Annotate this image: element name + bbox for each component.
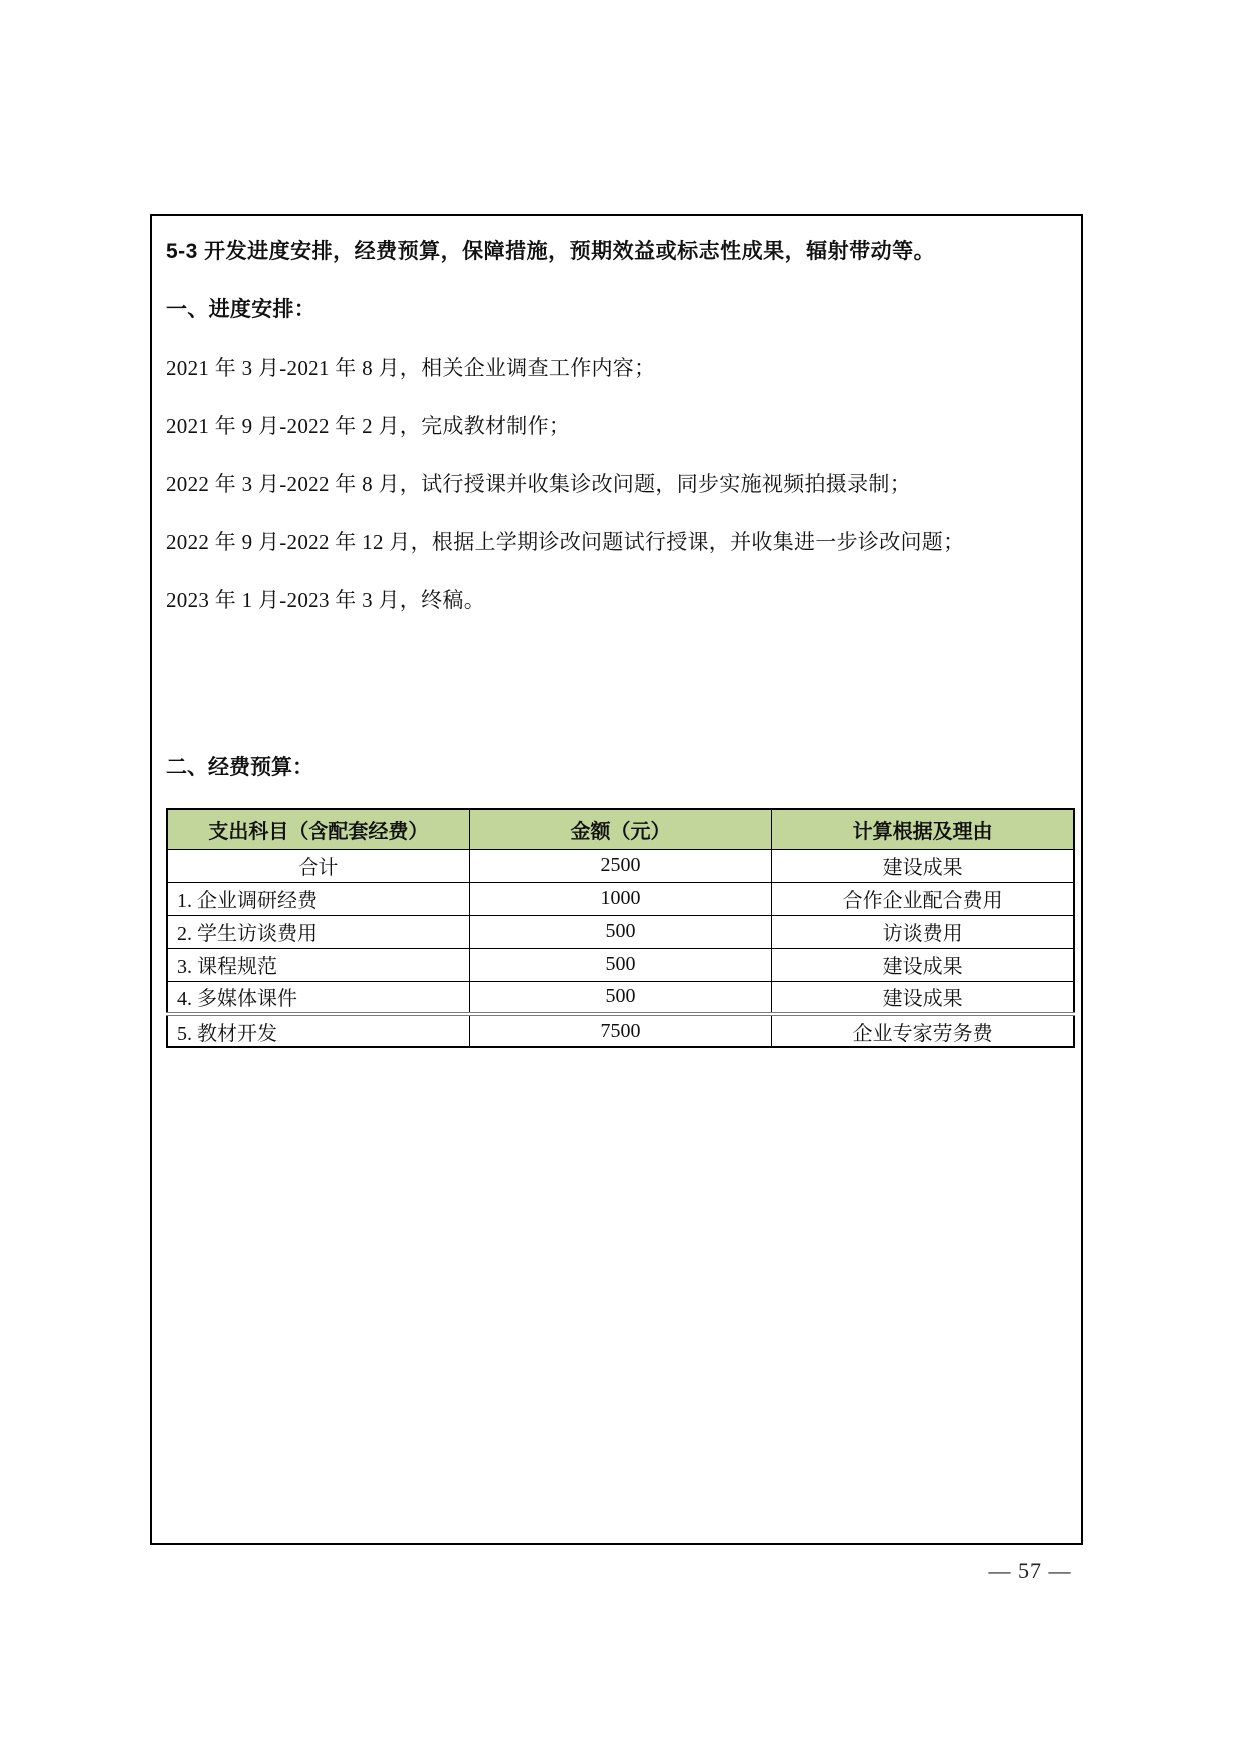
- budget-cell-subject: 5. 教材开发: [167, 1014, 469, 1047]
- budget-col-header-basis: 计算根据及理由: [772, 809, 1074, 849]
- table-row: [167, 981, 1074, 1014]
- budget-cell-amount: 2500: [469, 849, 771, 882]
- budget-cell-amount: 1000: [469, 882, 771, 915]
- budget-cell-basis: 建设成果: [772, 948, 1074, 981]
- table-row: [167, 915, 1074, 948]
- table-row: [167, 948, 1074, 981]
- budget-cell-subject: 3. 课程规范: [167, 948, 469, 981]
- table-row: [167, 882, 1074, 915]
- budget-table: [166, 808, 1075, 1048]
- budget-cell-basis: 企业专家劳务费: [772, 1014, 1074, 1047]
- form-section-box: [150, 214, 1083, 1545]
- budget-cell-basis: 建设成果: [772, 849, 1074, 882]
- budget-cell-amount: 500: [469, 981, 771, 1014]
- budget-cell-subject: 2. 学生访谈费用: [167, 915, 469, 948]
- budget-cell-amount: 500: [469, 948, 771, 981]
- budget-cell-basis: 访谈费用: [772, 915, 1074, 948]
- budget-heading: 二、经费预算：: [166, 756, 313, 779]
- table-row: [167, 1014, 1074, 1047]
- schedule-item: 2022 年 9 月-2022 年 12 月，根据上学期诊改问题试行授课，并收集进一步诊改问题；: [166, 530, 965, 554]
- page-number: — 57 —: [988, 1558, 1072, 1583]
- budget-cell-basis: 建设成果: [772, 981, 1074, 1014]
- schedule-item: 2021 年 3 月-2021 年 8 月，相关企业调查工作内容；: [166, 356, 656, 380]
- budget-cell-subject: 4. 多媒体课件: [167, 981, 469, 1014]
- schedule-item: 2021 年 9 月-2022 年 2 月，完成教材制作；: [166, 414, 571, 438]
- schedule-item: 2023 年 1 月-2023 年 3 月，终稿。: [166, 588, 485, 612]
- budget-col-header-amount: 金额（元）: [469, 809, 771, 849]
- budget-col-header-subject: 支出科目（含配套经费）: [167, 809, 469, 849]
- budget-cell-subject: 1. 企业调研经费: [167, 882, 469, 915]
- budget-cell-basis: 合作企业配合费用: [772, 882, 1074, 915]
- table-row-total: [167, 849, 1074, 882]
- budget-cell-amount: 7500: [469, 1014, 771, 1047]
- budget-cell-amount: 500: [469, 915, 771, 948]
- section-title: 5-3 开发进度安排，经费预算，保障措施，预期效益或标志性成果，辐射带动等。: [166, 240, 936, 263]
- schedule-item: 2022 年 3 月-2022 年 8 月，试行授课并收集诊改问题，同步实施视频拍摄录制；: [166, 472, 911, 496]
- budget-cell-subject: 合计: [167, 849, 469, 882]
- budget-header-row: [167, 809, 1074, 849]
- schedule-heading: 一、进度安排：: [166, 298, 316, 321]
